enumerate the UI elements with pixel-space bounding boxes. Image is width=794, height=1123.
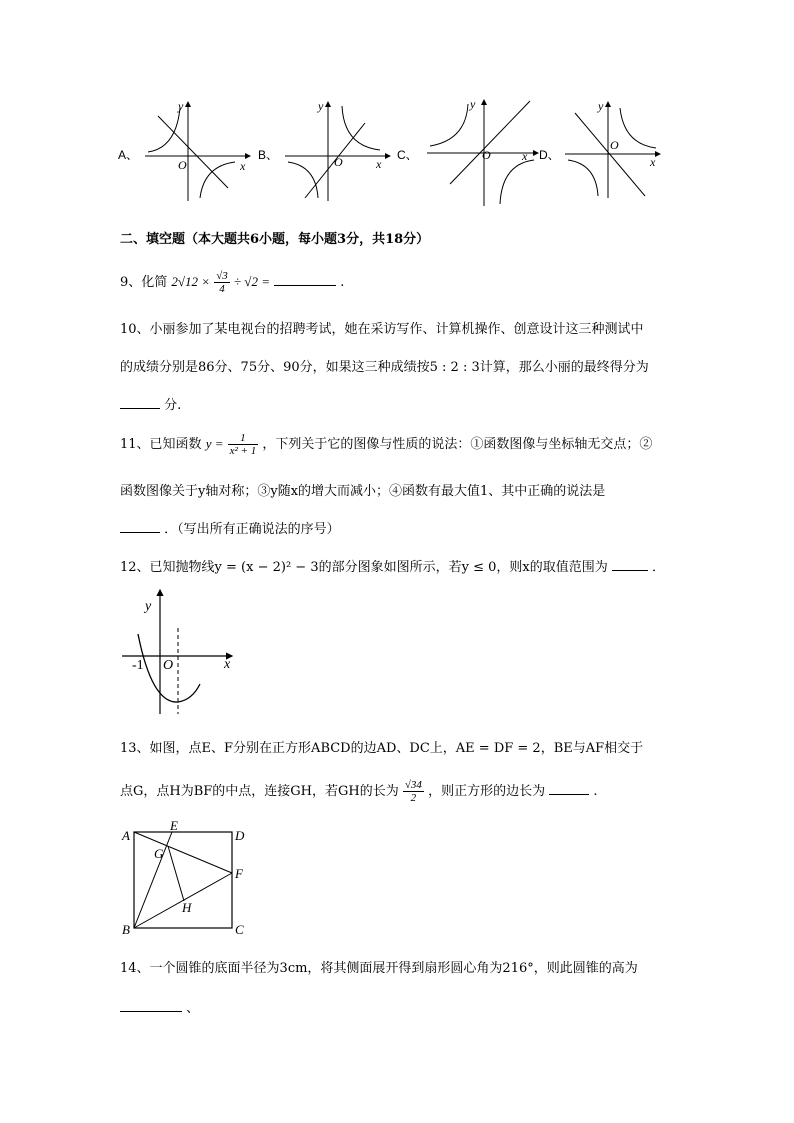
- q14-answer-blank[interactable]: [120, 999, 182, 1012]
- q13-label-g: G: [154, 846, 164, 861]
- q13-label-f: F: [235, 866, 243, 881]
- q13-label-d: D: [235, 828, 245, 843]
- q10-answer-blank[interactable]: [120, 396, 160, 409]
- q12-y-label: y: [145, 599, 152, 614]
- q12-answer-blank[interactable]: [612, 558, 648, 571]
- q9-end: .: [340, 275, 345, 290]
- section-title: 二、填空题（本大题共6小题，每小题3分，共18分）: [120, 232, 430, 247]
- q11-prefix: 11、已知函数: [120, 437, 202, 452]
- q14-end: 、: [186, 1001, 200, 1016]
- question-10-answer-line: [120, 394, 181, 413]
- option-d-origin-label: O: [610, 138, 619, 152]
- q13-line2-a: 点G，点H为BF的中点，连接GH，若GH的长为: [120, 784, 399, 799]
- q9-expr-a: 2√12 ×: [171, 274, 211, 289]
- q13-line1: 13、如图，点E、F分别在正方形ABCD的边AD、DC上，AE = DF = 2，BE与AF相交于: [120, 741, 644, 756]
- q12-parabola-figure: [120, 586, 245, 718]
- q11-line3-end: ．（写出所有正确说法的序号）: [164, 522, 340, 537]
- option-a-x-label: x: [240, 159, 246, 173]
- option-label-c: C、: [397, 148, 418, 162]
- question-13-line2: [120, 779, 598, 804]
- q12-origin-label: O: [163, 658, 174, 673]
- option-c-y-label: y: [470, 97, 476, 111]
- option-a-y-label: y: [178, 99, 184, 113]
- option-c-x-label: x: [522, 149, 528, 163]
- option-label-d: D、: [539, 148, 560, 162]
- q13-fraction: [403, 779, 424, 804]
- option-c-graph: [422, 96, 542, 208]
- option-c-origin-label: O: [482, 148, 491, 162]
- q9-expr-b: ÷ √2 =: [233, 274, 270, 289]
- q12-text: 12、已知抛物线y = (x − 2)² − 3的部分图象如图所示，若y ≤ 0，则x的取值范围为: [120, 560, 608, 575]
- q11-frac-num: 1: [228, 432, 259, 445]
- q13-square-figure: [118, 818, 253, 940]
- q13-frac-den: 2: [410, 792, 417, 804]
- option-d-y-label: y: [598, 99, 604, 113]
- option-d-graph: [560, 98, 665, 200]
- q13-label-e: E: [170, 818, 178, 833]
- q13-label-h: H: [182, 900, 192, 915]
- q11-line1-rest: ，下列关于它的图像与性质的说法：①函数图像与坐标轴无交点；②: [262, 437, 653, 452]
- q11-line2: 函数图像关于y轴对称；③y随x的增大而减小；④函数有最大值1、其中正确的说法是: [120, 484, 606, 499]
- q13-label-a: A: [122, 828, 130, 843]
- option-d-x-label: x: [650, 155, 656, 169]
- q11-answer-blank[interactable]: [120, 520, 160, 533]
- option-b-origin-label: O: [334, 155, 343, 169]
- q12-minus1-label: -1: [132, 658, 144, 673]
- q10-line1: 10、小丽参加了某电视台的招聘考试，她在采访写作、计算机操作、创意设计这三种测试中: [120, 322, 644, 337]
- q13-end: .: [593, 784, 598, 799]
- option-b-graph: [280, 98, 395, 203]
- q13-label-c: C: [235, 922, 244, 937]
- question-9: [120, 270, 344, 295]
- q13-frac-num: √34: [404, 779, 422, 791]
- q11-fraction: [228, 432, 259, 457]
- option-label-a: A、: [118, 148, 139, 162]
- option-label-b: B、: [258, 148, 279, 162]
- option-b-y-label: y: [318, 99, 324, 113]
- question-11-answer-line: [120, 518, 340, 537]
- q9-answer-blank[interactable]: [274, 273, 336, 286]
- q14-line1: 14、一个圆锥的底面半径为3cm，将其侧面展开得到扇形圆心角为216°，则此圆锥的高为: [120, 961, 638, 976]
- q9-frac-den: 4: [219, 283, 225, 295]
- q13-line2-b: ，则正方形的边长为: [428, 784, 546, 799]
- option-a-origin-label: O: [178, 158, 187, 172]
- q13-answer-blank[interactable]: [549, 782, 589, 795]
- q13-label-b: B: [122, 922, 130, 937]
- question-12: [120, 556, 665, 575]
- q12-end: ．: [651, 560, 665, 575]
- q12-x-label: x: [224, 657, 231, 672]
- option-a-graph: [140, 98, 255, 203]
- q9-frac-num: √3: [216, 270, 228, 282]
- q9-fraction: [214, 270, 230, 295]
- question-11: [120, 432, 652, 457]
- q11-func-lhs: y =: [205, 436, 224, 451]
- question-14-answer-line: [120, 997, 199, 1016]
- q9-prefix: 9、化简: [120, 275, 168, 290]
- q10-line3-end: 分.: [164, 398, 182, 413]
- q11-frac-den: x² + 1: [229, 445, 257, 457]
- q10-line2: 的成绩分别是86分、75分、90分，如果这三种成绩按5 : 2 : 3计算，那么小丽的最终得分为: [120, 360, 649, 375]
- option-b-x-label: x: [376, 157, 382, 171]
